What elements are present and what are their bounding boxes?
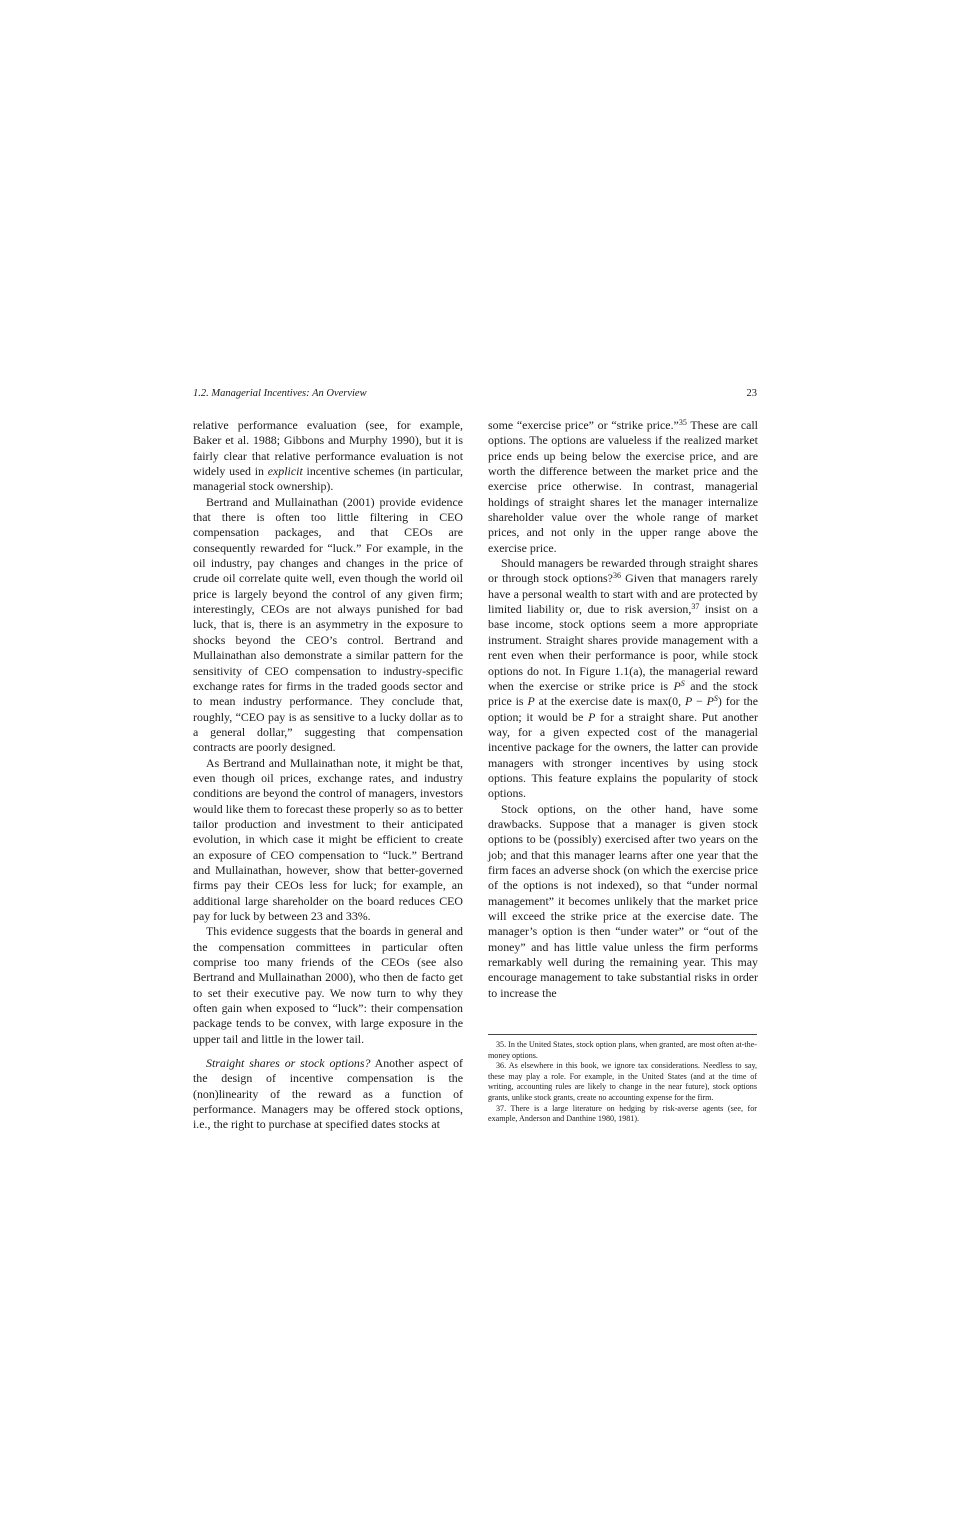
emphasis: explicit [267, 464, 303, 479]
right-column [488, 418, 758, 1001]
run-in-heading: Straight shares or stock options? [206, 1056, 371, 1071]
symbol-p: P [706, 694, 714, 709]
paragraph-text: at the exercise date is max(0, [534, 694, 685, 709]
paragraph-text: some “exercise price” or “strike price.” [488, 418, 679, 432]
footnote-36: 36. As elsewhere in this book, we ignore tax considerations. Needless to say, these may play a role. For example, in the United States (and at the time of writing, accounting rules are likely to change in the near future), stock options grants, unlike stock grants, create no accounting expense for the firm. [488, 1061, 757, 1102]
footnotes [488, 1040, 757, 1125]
symbol-p: P [588, 709, 596, 724]
symbol-s: S [680, 678, 685, 688]
paragraph-text: insist on a base income, stock options seem a more appropriate instrument. Straight shares provide management with a rent even when their performance is poor, while stock options do not. In Figure 1.1(a), the managerial reward when the exercise or strike price is [488, 602, 758, 693]
paragraph-text: relative performance evaluation (see, for example, Baker et al. 1988; Gibbons and Murphy 1990), but it is fairly clear that relative performance evaluation is not widely used in [193, 418, 463, 479]
page-number: 23 [746, 388, 757, 399]
paragraph [488, 418, 758, 556]
running-title: 1.2. Managerial Incentives: An Overview [193, 388, 367, 399]
footnote-37: 37. There is a large literature on hedging by risk-averse agents (see, for example, Anderson and Danthine 1980, 1981). [488, 1103, 757, 1124]
footnote-ref-36: 36 [612, 571, 621, 581]
paragraph [193, 418, 463, 495]
paragraph-text: incentive schemes (in particular, managerial stock ownership). [193, 464, 463, 494]
paragraph: Stock options, on the other hand, have some drawbacks. Suppose that a manager is given stock options to be (possibly) exercised after two years on the job; and that this manager learns after one year that the firm faces an adverse shock (on which the exercise price of the options is not indexed), so that “under normal management” it becomes unlikely that the market price will exceed the strike price at the exercise date. The manager’s option is then “under water” or “out of the money” and has little value unless the firm performs remarkably well during the remaining year. This may encourage management to take substantial risks in order to increase the [488, 801, 758, 1000]
symbol-p: P [673, 678, 681, 693]
paragraph [488, 556, 758, 802]
paragraph-text: ) for the option; it would be [488, 694, 759, 724]
paragraph: This evidence suggests that the boards in general and the compensation committees in particular often comprise too many friends of the CEOs (see also Bertrand and Mullainathan 2000), who then de facto get to set their executive pay. We now turn to why they often gain when exposed to “luck”: their compensation package tends to be convex, with large exposure in the upper tail and little in the lower tail. [193, 924, 463, 1046]
paragraph-text: and the stock price is [488, 678, 758, 709]
footnote-rule [488, 1034, 757, 1035]
symbol-p: P [684, 694, 693, 709]
paragraph-text: Should managers be rewarded through straight shares or through stock options? [488, 556, 758, 586]
paragraph-text: for a straight share. Put another way, for a given expected cost of the managerial incentive package for the owners, the latter can provide managers with stronger incentives by using stock options. This feature explains the popularity of stock options. [488, 709, 758, 801]
paragraph [193, 1056, 463, 1133]
running-head [193, 388, 757, 404]
minus-sign: − [692, 694, 707, 709]
paragraph-text: Another aspect of the design of incentive compensation is the (non)linearity of the reward as a function of performance. Managers may be offered stock options, i.e., the right to purchase at specified dates stocks at [193, 1056, 463, 1132]
footnote-ref-37: 37 [691, 602, 700, 612]
left-column [193, 418, 463, 1133]
symbol-p: P [527, 694, 535, 709]
paragraph-text: Given that managers rarely have a personal wealth to start with and are protected by limited liability or, due to risk aversion, [488, 571, 758, 617]
paragraph-text: These are call options. The options are valueless if the realized market price ends up being below the exercise price, and are worth the difference between the market price and the exercise price otherwise. In contrast, managerial holdings of straight shares let the manager internalize shareholder value over the whole range of market prices, and not only in the upper range above the exercise price. [488, 418, 758, 555]
symbol-s: S [713, 694, 718, 704]
footnote-ref-35: 35 [678, 418, 687, 427]
paragraph: As Bertrand and Mullainathan note, it might be that, even though oil prices, exchange rates, and industry conditions are beyond the control of managers, investors would like them to forecast these properly so as to better tailor production and investment to their anticipated evolution, in which case it might be efficient to create an exposure of CEO compensation to “luck.” Bertrand and Mullainathan, however, show that better-governed firms pay their CEOs less for luck; for example, an additional large shareholder on the board reduces CEO pay for luck by between 23 and 33%. [193, 755, 463, 923]
footnote-35: 35. In the United States, stock option plans, when granted, are most often at-the-money options. [488, 1040, 757, 1060]
paragraph: Bertrand and Mullainathan (2001) provide evidence that there is often too little filtering in CEO compensation packages, and that CEOs are consequently rewarded for “luck.” For example, in the oil industry, pay changes and changes in the price of crude oil correlate quite well, even though the world oil price is largely beyond the control of any given firm; interestingly, CEOs are not always punished for bad luck, that is, there is an asymmetry in the exposure to shocks beyond the CEO’s control. Bertrand and Mullainathan also demonstrate a similar pattern for the sensitivity of CEO compensation to industry-specific exchange rates for firms in the traded goods sector and to mean industry performance. They conclude that, roughly, “CEO pay is as sensitive to a lucky dollar as to a general dollar,” suggesting that compensation contracts are poorly designed. [193, 494, 463, 755]
